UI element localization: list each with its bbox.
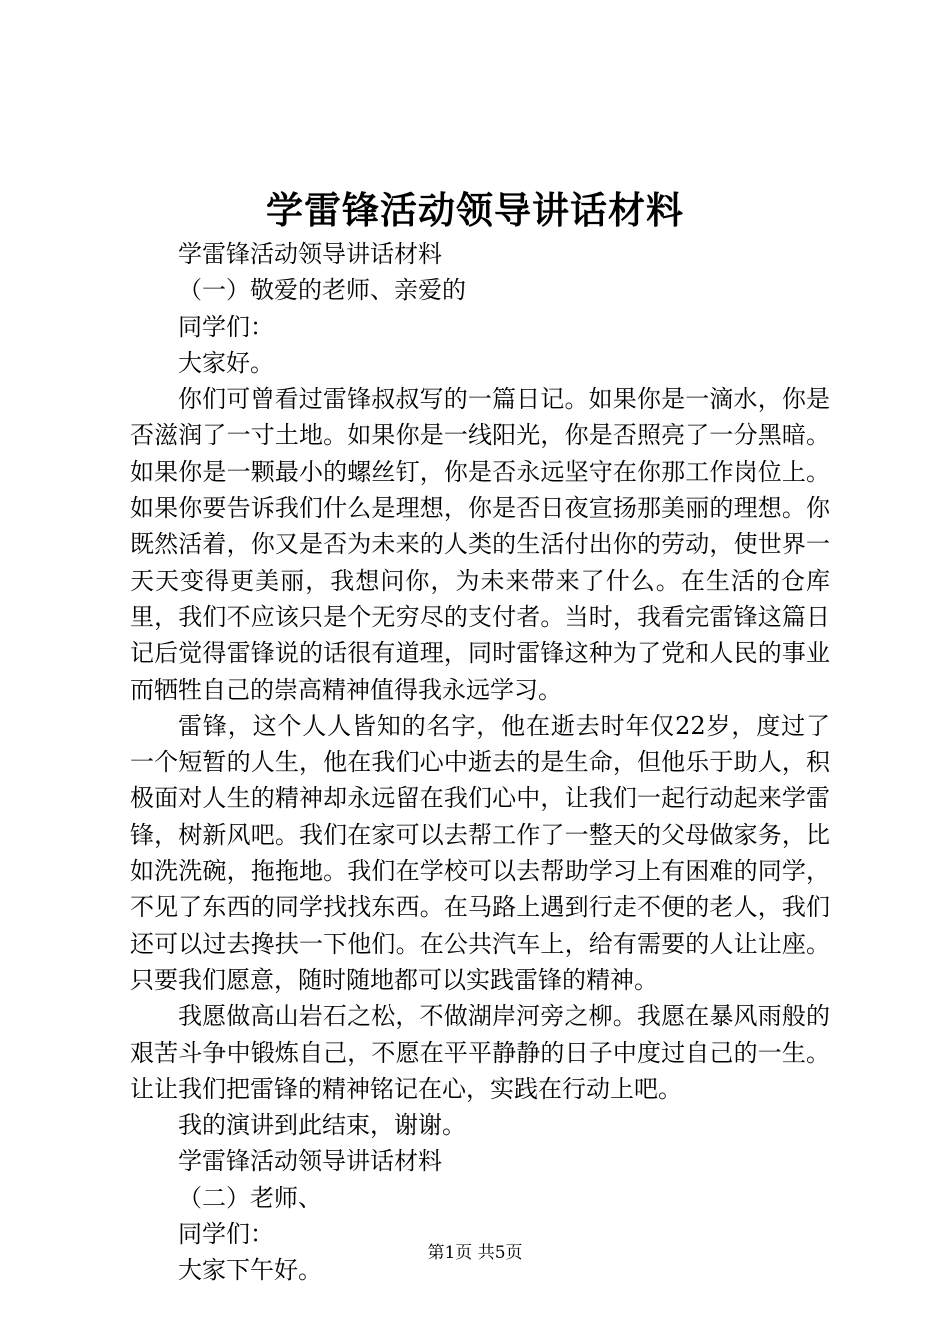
paragraph-salutation-3: （二）老师、 [178, 1183, 322, 1212]
paragraph-greeting-2: 大家下午好。 [178, 1256, 322, 1285]
paragraph-body: 你们可曾看过雷锋叔叔写的一篇日记。如果你是一滴水，你是否滋润了一寸土地。如果你是一线阳光，你是否照亮了一分黑暗。如果你是一颗最小的螺丝钉，你是否永远坚守在你那工作岗位上。如果你要告诉我们什么是理想，你是否日夜宣扬那美丽的理想。你既然活着，你又是否为未来的人类的生活付出你的劳动，使世界一天天变得更美丽，我想问你，为未来带来了什么。在生活的仓库里，我们不应该只是个无穷尽的支付者。当时，我看完雷锋这篇日记后觉得雷锋说的话很有道理，同时雷锋这种为了党和人民的事业而牺牲自己的崇高精神值得我永远学习。 [130, 385, 830, 704]
paragraph-body: 我愿做高山岩石之松，不做湖岸河旁之柳。我愿在暴风雨般的艰苦斗争中锻炼自己，不愿在平平静静的日子中度过自己的一生。让让我们把雷锋的精神铭记在心，实践在行动上吧。 [130, 1002, 830, 1103]
paragraph-body: 雷锋，这个人人皆知的名字，他在逝去时年仅22岁，度过了一个短暂的人生，他在我们心中逝去的是生命，但他乐于助人，积极面对人生的精神却永远留在我们心中，让我们一起行动起来学雷锋，树新风吧。我们在家可以去帮工作了一整天的父母做家务，比如洗洗碗，拖拖地。我们在学校可以去帮助学习上有困难的同学，不见了东西的同学找找东西。在马路上遇到行走不便的老人，我们还可以过去搀扶一下他们。在公共汽车上，给有需要的人让让座。只要我们愿意，随时随地都可以实践雷锋的精神。 [130, 711, 830, 994]
paragraph-closing: 我的演讲到此结束，谢谢。 [178, 1111, 466, 1140]
paragraph-salutation-2: 同学们： [178, 312, 274, 341]
paragraph-subtitle-2: 学雷锋活动领导讲话材料 [178, 1147, 442, 1176]
paragraph-salutation-1: （一）敬爱的老师、亲爱的 [178, 276, 466, 305]
document-title: 学雷锋活动领导讲话材料 [266, 188, 684, 232]
document-body [130, 236, 830, 1289]
page-footer: 第1页 共5页 [427, 1243, 523, 1263]
paragraph-subtitle-1: 学雷锋活动领导讲话材料 [178, 240, 442, 268]
paragraph-salutation-4: 同学们： [178, 1220, 274, 1249]
paragraph-greeting: 大家好。 [178, 348, 274, 377]
